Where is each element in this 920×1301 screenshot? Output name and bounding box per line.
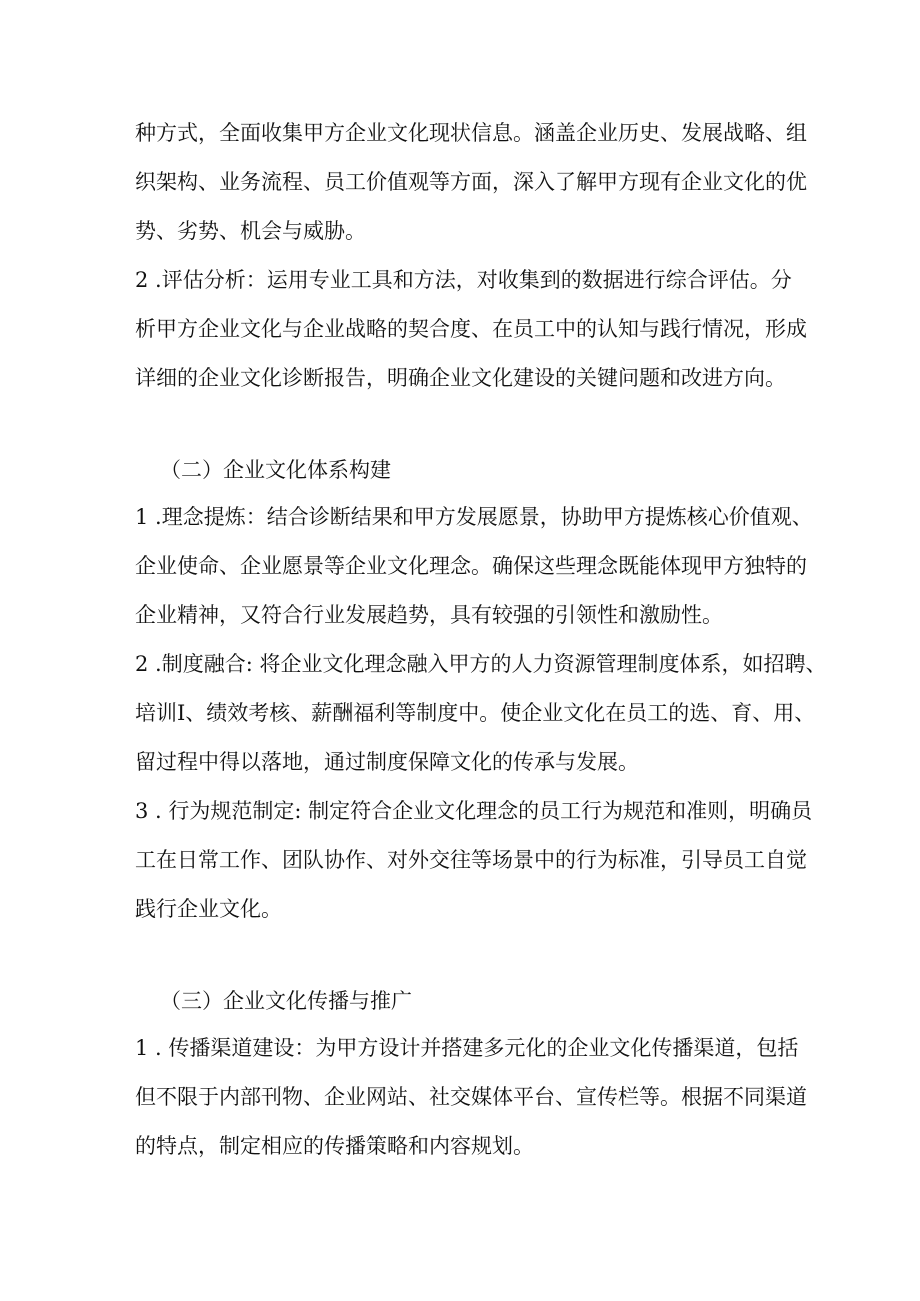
section-heading: （二）企业文化体系构建 <box>160 458 391 482</box>
paragraph-line: 培训I、绩效考核、薪酬福利等制度中。使企业文化在员工的选、育、用、 <box>135 701 816 725</box>
paragraph-line: 工在日常工作、团队协作、对外交往等场景中的行为标准，引导员工自觉 <box>135 848 807 872</box>
list-item: 2 .评估分析：运用专业工具和方法，对收集到的数据进行综合评估。分 <box>135 268 792 292</box>
paragraph-line: 织架构、业务流程、员工价值观等方面，深入了解甲方现有企业文化的优 <box>135 170 807 194</box>
paragraph-line: 留过程中得以落地，通过制度保障文化的传承与发展。 <box>135 750 639 774</box>
list-item: 1 .理念提炼：结合诊断结果和甲方发展愿景，协助甲方提炼核心价值观、 <box>135 505 813 529</box>
list-item: 3 . 行为规范制定: 制定符合企业文化理念的员工行为规范和准则，明确员 <box>135 799 813 823</box>
paragraph-line: 势、劣势、机会与威胁。 <box>135 219 366 243</box>
paragraph-line: 但不限于内部刊物、企业网站、社交媒体平台、宣传栏等。根据不同渠道 <box>135 1085 807 1109</box>
paragraph-line: 企业使命、企业愿景等企业文化理念。确保这些理念既能体现甲方独特的 <box>135 554 807 578</box>
paragraph-line: 企业精神，又符合行业发展趋势，具有较强的引领性和激励性。 <box>135 603 723 627</box>
list-item: 2 .制度融合: 将企业文化理念融入甲方的人力资源管理制度体系，如招聘、 <box>135 652 827 676</box>
paragraph-line: 的特点，制定相应的传播策略和内容规划。 <box>135 1134 534 1158</box>
paragraph-line: 践行企业文化。 <box>135 897 282 921</box>
section-heading: （三）企业文化传播与推广 <box>160 989 412 1013</box>
paragraph-line: 析甲方企业文化与企业战略的契合度、在员工中的认知与践行情况，形成 <box>135 317 807 341</box>
paragraph-line: 种方式，全面收集甲方企业文化现状信息。涵盖企业历史、发展战略、组 <box>135 121 807 145</box>
list-item: 1 . 传播渠道建设：为甲方设计并搭建多元化的企业文化传播渠道，包括 <box>135 1036 799 1060</box>
paragraph-line: 详细的企业文化诊断报告，明确企业文化建设的关键问题和改进方向。 <box>135 366 786 390</box>
